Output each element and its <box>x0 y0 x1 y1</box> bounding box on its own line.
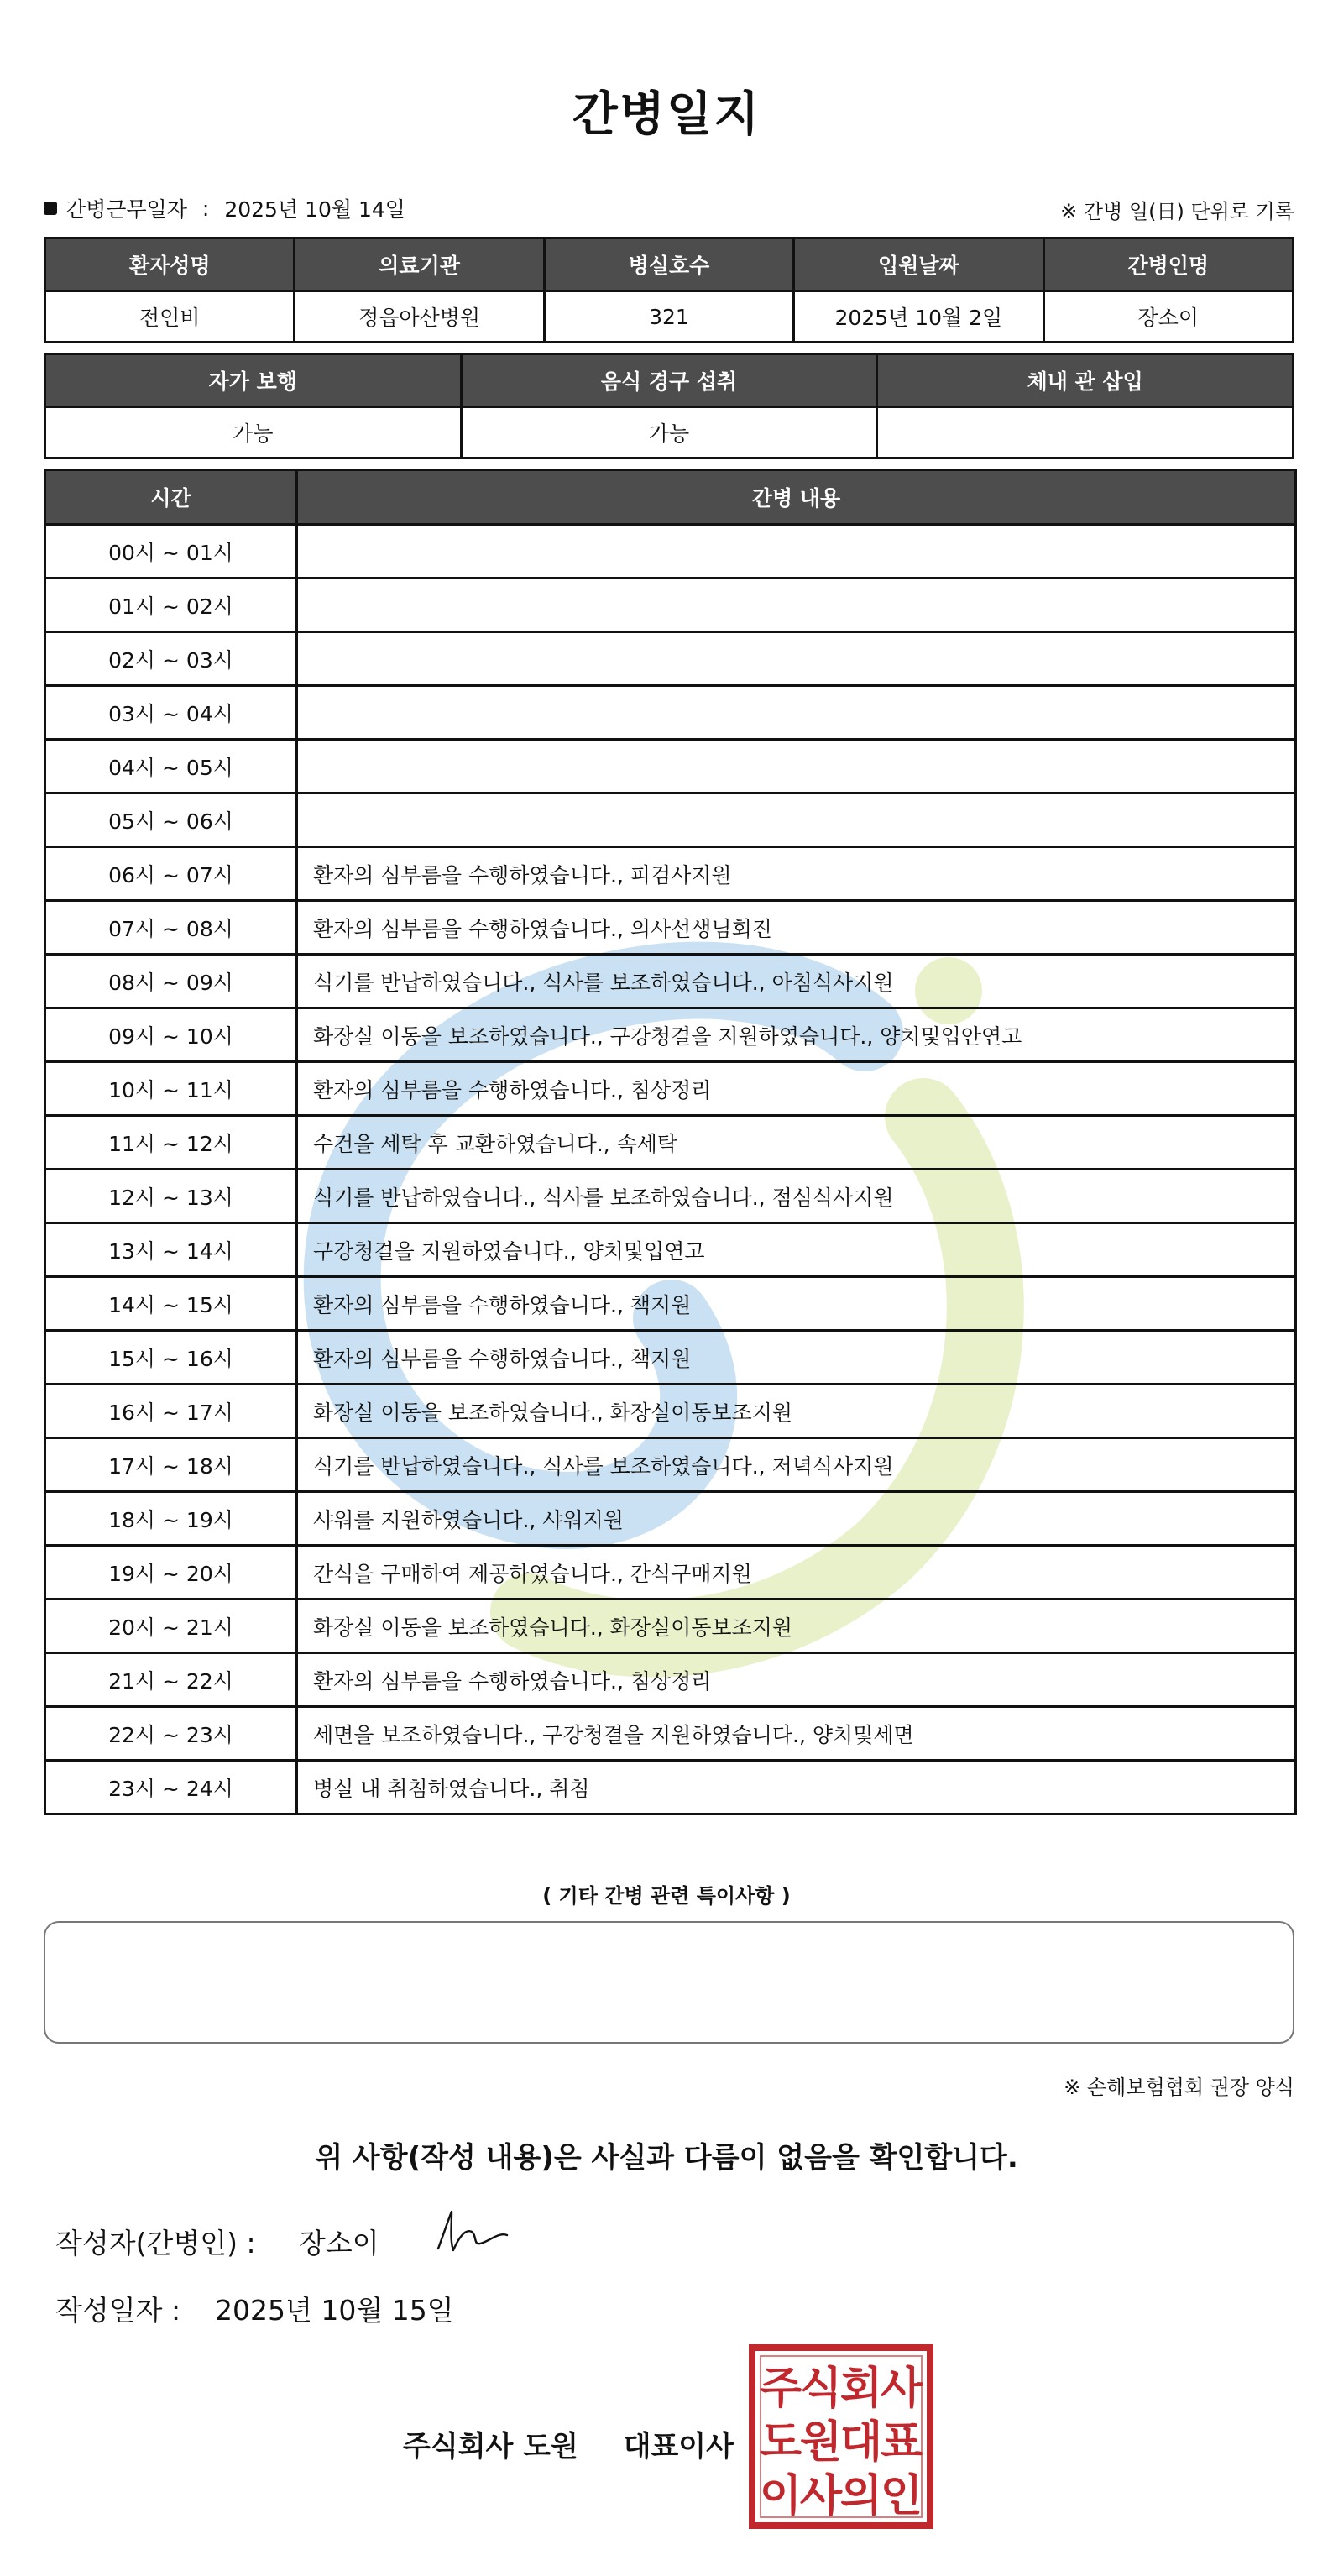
care-content-cell: 식기를 반납하였습니다., 식사를 보조하였습니다., 점심식사지원 <box>297 1170 1296 1223</box>
care-content-cell <box>297 740 1296 793</box>
care-time-cell: 18시 ~ 19시 <box>45 1492 297 1546</box>
company-name: 주식회사 도원 <box>403 2430 578 2463</box>
care-time-cell: 09시 ~ 10시 <box>45 1008 297 1062</box>
header-room-number: 병실호수 <box>544 238 793 291</box>
care-record-row <box>45 579 1296 632</box>
care-record-row <box>45 1707 1296 1761</box>
special-notes-box <box>44 1921 1294 2044</box>
care-time-cell: 11시 ~ 12시 <box>45 1116 297 1170</box>
svg-text:회: 회 <box>839 2364 883 2414</box>
care-time-cell: 08시 ~ 09시 <box>45 955 297 1008</box>
patient-info-table <box>44 237 1294 343</box>
care-record-row <box>45 525 1296 579</box>
care-record-row <box>45 1008 1296 1062</box>
work-date-label: 간병근무일자 <box>65 197 187 222</box>
header-patient-name: 환자성명 <box>45 238 295 291</box>
header-caregiver-name: 간병인명 <box>1043 238 1293 291</box>
care-time-cell: 20시 ~ 21시 <box>45 1600 297 1653</box>
care-record-row <box>45 686 1296 740</box>
care-record-row <box>45 847 1296 901</box>
written-date-label: 작성일자 : <box>55 2294 181 2327</box>
care-content-cell: 환자의 심부름을 수행하였습니다., 책지원 <box>297 1277 1296 1331</box>
care-record-row <box>45 1116 1296 1170</box>
care-time-cell: 14시 ~ 15시 <box>45 1277 297 1331</box>
care-content-cell <box>297 579 1296 632</box>
care-time-cell: 02시 ~ 03시 <box>45 632 297 686</box>
care-content-cell: 식기를 반납하였습니다., 식사를 보조하였습니다., 저녁식사지원 <box>297 1438 1296 1492</box>
svg-text:사: 사 <box>880 2364 923 2414</box>
care-time-cell: 15시 ~ 16시 <box>45 1331 297 1385</box>
svg-text:도: 도 <box>759 2417 802 2468</box>
hospital-value: 정읍아산병원 <box>295 291 544 343</box>
care-record-row <box>45 1062 1296 1116</box>
care-record-row <box>45 955 1296 1008</box>
care-record-row <box>45 1438 1296 1492</box>
patient-info-value-row <box>45 291 1294 343</box>
care-content-cell: 식기를 반납하였습니다., 식사를 보조하였습니다., 아침식사지원 <box>297 955 1296 1008</box>
patient-info-header-row <box>45 238 1294 291</box>
header-tube-insertion: 체내 관 삽입 <box>877 354 1294 407</box>
care-time-cell: 00시 ~ 01시 <box>45 525 297 579</box>
work-date-line <box>44 193 405 223</box>
work-date-value: 2025년 10월 14일 <box>224 197 405 222</box>
care-content-cell: 간식을 구매하여 제공하였습니다., 간식구매지원 <box>297 1546 1296 1600</box>
care-time-cell: 13시 ~ 14시 <box>45 1223 297 1277</box>
care-time-cell: 21시 ~ 22시 <box>45 1653 297 1707</box>
company-signature-line <box>403 2423 734 2464</box>
care-time-cell: 04시 ~ 05시 <box>45 740 297 793</box>
care-record-rows <box>45 525 1296 1814</box>
care-record-row <box>45 1385 1296 1438</box>
caregiver-name-value: 장소이 <box>1043 291 1293 343</box>
tube-insertion-value <box>877 407 1294 458</box>
care-record-row <box>45 1331 1296 1385</box>
svg-text:사: 사 <box>799 2471 843 2521</box>
care-record-row <box>45 1653 1296 1707</box>
written-date-line <box>55 2289 454 2328</box>
care-record-row <box>45 632 1296 686</box>
header-care-content: 간병 내용 <box>297 470 1296 525</box>
writer-line <box>55 2222 379 2261</box>
writer-name: 장소이 <box>299 2227 379 2259</box>
confirmation-statement: 위 사항(작성 내용)은 사실과 다름이 없음을 확인합니다. <box>315 2141 1018 2175</box>
care-time-cell: 05시 ~ 06시 <box>45 793 297 847</box>
unit-note: ※ 간병 일(日) 단위로 기록 <box>1060 200 1294 223</box>
care-content-cell: 구강청결을 지원하였습니다., 양치및입연고 <box>297 1223 1296 1277</box>
header-hospital: 의료기관 <box>295 238 544 291</box>
care-record-row <box>45 1600 1296 1653</box>
oral-intake-value: 가능 <box>461 407 877 458</box>
ceo-title: 대표이사 <box>623 2430 734 2463</box>
care-time-cell: 10시 ~ 11시 <box>45 1062 297 1116</box>
patient-status-value-row <box>45 407 1294 458</box>
svg-text:표: 표 <box>880 2417 923 2468</box>
page-title: 간병일지 <box>572 87 761 142</box>
recommendation-note: ※ 손해보험협회 권장 양식 <box>1064 2076 1294 2099</box>
care-record-row <box>45 1546 1296 1600</box>
patient-status-header-row <box>45 354 1294 407</box>
care-time-cell: 22시 ~ 23시 <box>45 1707 297 1761</box>
self-walking-value: 가능 <box>45 407 462 458</box>
patient-status-table <box>44 353 1294 459</box>
care-content-cell <box>297 525 1296 579</box>
care-content-cell: 환자의 심부름을 수행하였습니다., 책지원 <box>297 1331 1296 1385</box>
care-time-cell: 23시 ~ 24시 <box>45 1761 297 1814</box>
care-time-cell: 12시 ~ 13시 <box>45 1170 297 1223</box>
svg-text:주: 주 <box>759 2364 802 2414</box>
care-record-table <box>44 469 1297 1815</box>
care-record-row <box>45 1277 1296 1331</box>
care-record-header-row <box>45 470 1296 525</box>
bullet-square-icon <box>44 202 57 215</box>
care-content-cell <box>297 793 1296 847</box>
svg-text:이: 이 <box>759 2471 802 2521</box>
care-content-cell: 환자의 심부름을 수행하였습니다., 침상정리 <box>297 1062 1296 1116</box>
patient-name-value: 전인비 <box>45 291 295 343</box>
care-time-cell: 03시 ~ 04시 <box>45 686 297 740</box>
care-time-cell: 19시 ~ 20시 <box>45 1546 297 1600</box>
care-content-cell: 세면을 보조하였습니다., 구강청결을 지원하였습니다., 양치및세면 <box>297 1707 1296 1761</box>
admission-date-value: 2025년 10월 2일 <box>794 291 1043 343</box>
care-content-cell: 화장실 이동을 보조하였습니다., 구강청결을 지원하였습니다., 양치및입안연고 <box>297 1008 1296 1062</box>
care-content-cell <box>297 686 1296 740</box>
special-notes-title: ( 기타 간병 관련 특이사항 ) <box>542 1884 791 1908</box>
header-time: 시간 <box>45 470 297 525</box>
care-record-row <box>45 793 1296 847</box>
care-content-cell: 환자의 심부름을 수행하였습니다., 침상정리 <box>297 1653 1296 1707</box>
care-record-row <box>45 1492 1296 1546</box>
care-time-cell: 07시 ~ 08시 <box>45 901 297 955</box>
care-record-row <box>45 901 1296 955</box>
room-number-value: 321 <box>544 291 793 343</box>
company-seal-stamp <box>747 2343 935 2531</box>
care-record-row <box>45 1170 1296 1223</box>
svg-text:원: 원 <box>799 2417 843 2468</box>
care-time-cell: 17시 ~ 18시 <box>45 1438 297 1492</box>
svg-text:의: 의 <box>839 2471 883 2521</box>
work-date-separator: : <box>201 196 210 221</box>
header-admission-date: 입원날짜 <box>794 238 1043 291</box>
svg-text:식: 식 <box>799 2364 843 2414</box>
header-self-walking: 자가 보행 <box>45 354 462 407</box>
writer-label: 작성자(간병인) : <box>55 2227 256 2259</box>
svg-text:인: 인 <box>880 2471 923 2521</box>
care-record-row <box>45 740 1296 793</box>
care-content-cell: 환자의 심부름을 수행하였습니다., 의사선생님회진 <box>297 901 1296 955</box>
care-time-cell: 06시 ~ 07시 <box>45 847 297 901</box>
care-content-cell: 화장실 이동을 보조하였습니다., 화장실이동보조지원 <box>297 1385 1296 1438</box>
care-content-cell: 샤워를 지원하였습니다., 샤워지원 <box>297 1492 1296 1546</box>
svg-text:대: 대 <box>839 2417 883 2468</box>
care-content-cell: 병실 내 취침하였습니다., 취침 <box>297 1761 1296 1814</box>
care-content-cell: 화장실 이동을 보조하였습니다., 화장실이동보조지원 <box>297 1600 1296 1653</box>
written-date-value: 2025년 10월 15일 <box>215 2294 454 2327</box>
handwritten-signature <box>426 2207 519 2257</box>
care-time-cell: 16시 ~ 17시 <box>45 1385 297 1438</box>
care-content-cell: 환자의 심부름을 수행하였습니다., 피검사지원 <box>297 847 1296 901</box>
care-content-cell: 수건을 세탁 후 교환하였습니다., 속세탁 <box>297 1116 1296 1170</box>
care-content-cell <box>297 632 1296 686</box>
care-record-row <box>45 1761 1296 1814</box>
header-oral-intake: 음식 경구 섭취 <box>461 354 877 407</box>
care-time-cell: 01시 ~ 02시 <box>45 579 297 632</box>
care-record-row <box>45 1223 1296 1277</box>
